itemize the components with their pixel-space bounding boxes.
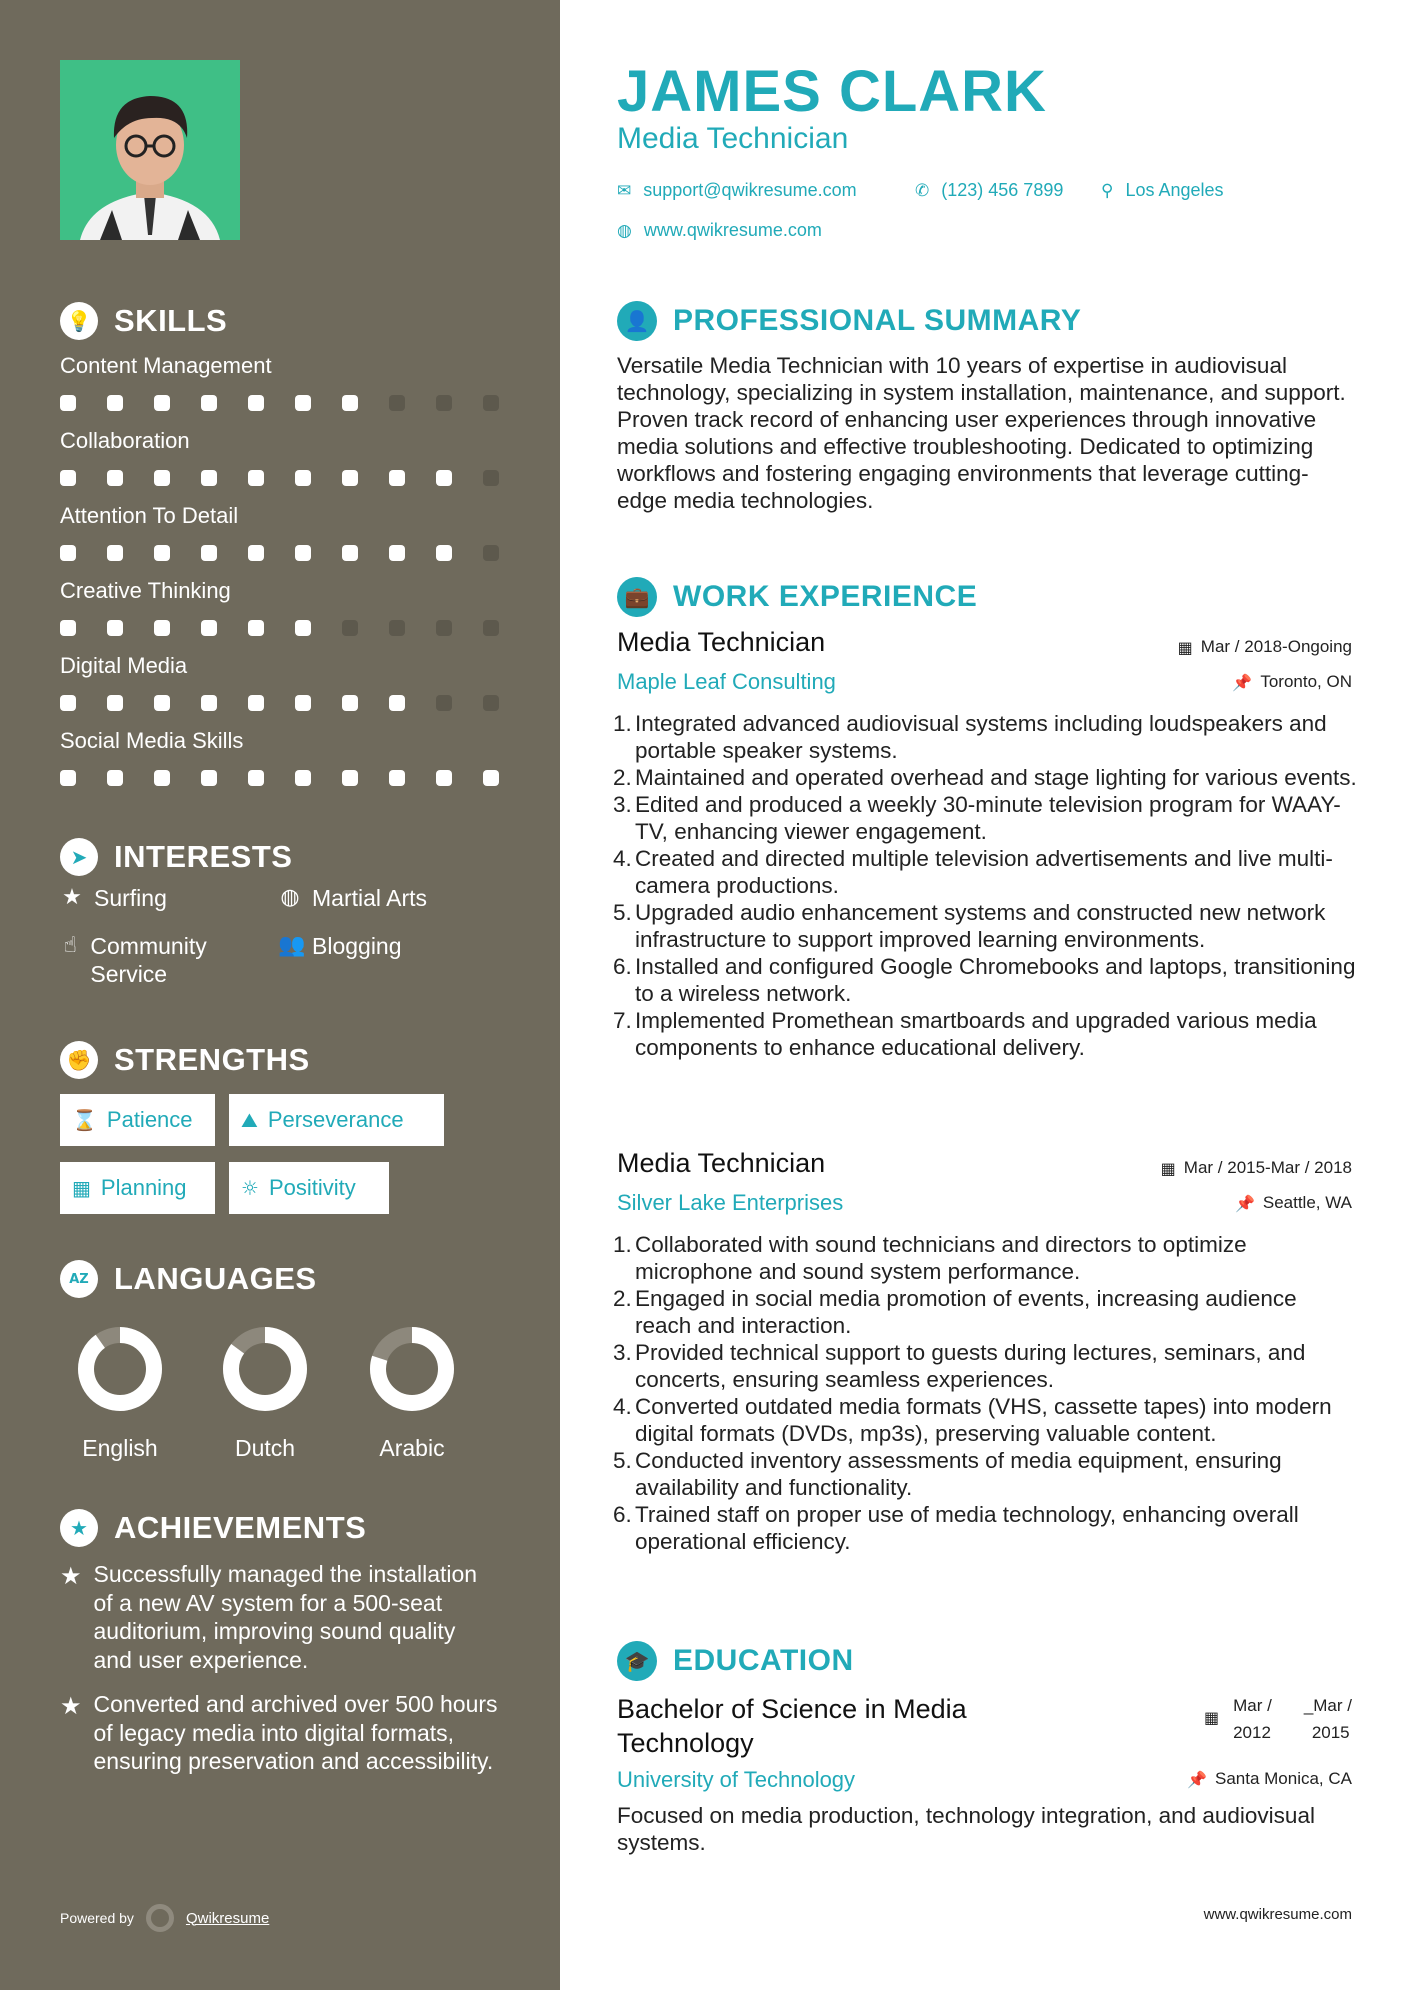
- skill-dot: [60, 620, 76, 636]
- skill-dot: [107, 620, 123, 636]
- language-ring: [222, 1326, 308, 1412]
- skill-dot: [154, 545, 170, 561]
- responsibility-item: 4. Converted outdated media formats (VHS, cassette tapes) into modern digital formats (DVDs, mp3s), preserving valuable content.: [613, 1394, 1332, 1446]
- skill-dot: [342, 695, 358, 711]
- star-icon: ★: [62, 885, 82, 910]
- responsibility-item: 1. Integrated advanced audiovisual systems including loudspeakers and portable speaker systems.: [613, 711, 1327, 763]
- skill-rating: [60, 395, 500, 411]
- road-icon: ⛰: [241, 1108, 258, 1132]
- language-icon: AZ: [60, 1260, 98, 1298]
- pushpin-icon: 📌: [1232, 672, 1253, 692]
- summary-text: Versatile Media Technician with 10 years of expertise in audiovisual technology, specializing in system installation, maintenance, and support. Proven track record of enhancing user experiences through innovative media solutions and effective troubleshooting. Dedicated to optimizing workflows and fostering engaging environments that leverage cutting-edge media technologies.: [617, 353, 1346, 513]
- skill-dot: [389, 770, 405, 786]
- interest-item: ◍ Martial Arts: [278, 884, 427, 912]
- responsibility-item: 1. Collaborated with sound technicians and directors to optimize microphone and sound system performance.: [613, 1232, 1247, 1284]
- skill-dot: [342, 620, 358, 636]
- skill-dot: [295, 770, 311, 786]
- skill-dot: [483, 470, 499, 486]
- skill-dot: [436, 770, 452, 786]
- degree-title: Bachelor of Science in Media Technology: [617, 1694, 967, 1758]
- education-description: Focused on media production, technology integration, and audiovisual systems.: [617, 1803, 1315, 1855]
- skill-name: Collaboration: [60, 428, 190, 453]
- envelope-icon: ✉: [617, 180, 632, 201]
- candidate-name: JAMES CLARK: [617, 59, 1047, 124]
- skill-dot: [389, 470, 405, 486]
- strength-chip: ⛰ Perseverance: [229, 1094, 444, 1146]
- skill-name: Digital Media: [60, 653, 188, 678]
- skill-dot: [154, 620, 170, 636]
- responsibility-item: 5. Conducted inventory assessments of media equipment, ensuring availability and functionality.: [613, 1448, 1282, 1500]
- skill-dot: [201, 770, 217, 786]
- skill-dot: [389, 620, 405, 636]
- job-location: 📌 Seattle, WA: [1234, 1193, 1352, 1213]
- job-title: Media Technician: [617, 1148, 826, 1178]
- strength-chip: ▦ Planning: [60, 1162, 215, 1214]
- education-dates: ▦ Mar / 2012 _Mar / 2015: [1204, 1692, 1352, 1746]
- skill-item: [60, 428, 500, 486]
- skill-dot: [201, 620, 217, 636]
- sun-icon: ☼: [241, 1176, 259, 1200]
- hand-icon: ☝: [63, 933, 77, 958]
- star-badge-icon: ★: [60, 1509, 98, 1547]
- calendar-icon: ▦: [1160, 1158, 1176, 1178]
- skill-dot: [436, 470, 452, 486]
- skill-dot: [201, 695, 217, 711]
- skill-dot: [107, 545, 123, 561]
- responsibility-item: 5. Upgraded audio enhancement systems and constructed new network infrastructure to support improved learning environments.: [613, 900, 1326, 952]
- skill-dot: [436, 395, 452, 411]
- qwikresume-link[interactable]: Qwikresume: [185, 1909, 270, 1927]
- skills-heading: 💡 SKILLS: [60, 302, 227, 340]
- skill-dot: [60, 395, 76, 411]
- user-icon: 👤: [617, 301, 657, 341]
- job-title: Media Technician: [617, 627, 826, 657]
- briefcase-icon: 💼: [617, 577, 657, 617]
- responsibility-item: 2. Engaged in social media promotion of events, increasing audience reach and interaction.: [613, 1286, 1297, 1338]
- sidebar: [0, 0, 560, 1990]
- skill-dot: [389, 395, 405, 411]
- pushpin-icon: 📌: [1187, 1769, 1207, 1789]
- skill-rating: [60, 545, 500, 561]
- skill-dot: [107, 770, 123, 786]
- skill-dot: [60, 470, 76, 486]
- skill-dot: [201, 470, 217, 486]
- skill-dot: [60, 695, 76, 711]
- skill-dot: [483, 695, 499, 711]
- skill-rating: [60, 770, 500, 786]
- skill-dot: [295, 395, 311, 411]
- job-responsibilities: [613, 1231, 1357, 1555]
- map-pin-icon: ⚲: [1101, 180, 1114, 201]
- job-company: Silver Lake Enterprises: [617, 1190, 844, 1215]
- education-heading: 🎓 EDUCATION: [617, 1641, 854, 1681]
- website-contact[interactable]: ◍ www.qwikresume.com: [617, 220, 822, 241]
- skill-dot: [107, 470, 123, 486]
- language-item: Dutch: [205, 1326, 325, 1462]
- skill-dot: [483, 545, 499, 561]
- job-company: Maple Leaf Consulting: [617, 669, 836, 694]
- skill-dot: [436, 545, 452, 561]
- job-dates: ▦ Mar / 2018-Ongoing: [1177, 637, 1352, 657]
- skill-dot: [342, 545, 358, 561]
- languages-heading: AZ LANGUAGES: [60, 1260, 317, 1298]
- interests-heading: ➤ INTERESTS: [60, 838, 292, 876]
- achievement-item: ★ Converted and archived over 500 hours of legacy media into digital formats, ensuring preservation and accessibility.: [60, 1691, 498, 1774]
- candidate-role: Media Technician: [617, 122, 849, 155]
- profile-photo: [60, 60, 240, 240]
- skill-dot: [248, 395, 264, 411]
- skill-dot: [154, 395, 170, 411]
- responsibility-item: 3. Edited and produced a weekly 30-minute television program for WAAY-TV, enhancing viewer engagement.: [613, 792, 1341, 844]
- skill-dot: [295, 545, 311, 561]
- skill-dot: [483, 395, 499, 411]
- achievement-item: ★ Successfully managed the installation of a new AV system for a 500-seat auditorium, improving sound quality and user experience.: [60, 1561, 478, 1673]
- graduate-icon: 🎓: [617, 1641, 657, 1681]
- responsibility-item: 6. Installed and configured Google Chromebooks and laptops, transitioning to a wireless network.: [613, 954, 1356, 1006]
- summary-heading: 👤 PROFESSIONAL SUMMARY: [617, 301, 1081, 341]
- globe-icon: ◍: [617, 220, 632, 241]
- shooting-star-icon: ★: [60, 1692, 82, 1720]
- responsibility-item: 2. Maintained and operated overhead and stage lighting for various events.: [613, 765, 1357, 790]
- language-ring: [77, 1326, 163, 1412]
- calendar-icon: ▦: [1177, 637, 1193, 657]
- skill-dot: [295, 695, 311, 711]
- strengths-heading: ✊ STRENGTHS: [60, 1041, 310, 1079]
- pushpin-icon: 📌: [1234, 1193, 1255, 1213]
- skill-dot: [483, 770, 499, 786]
- skill-dot: [154, 770, 170, 786]
- interest-item: ☝ Community Service: [60, 932, 260, 988]
- skill-dot: [107, 695, 123, 711]
- skill-item: [60, 503, 500, 561]
- skill-dot: [342, 470, 358, 486]
- skill-dot: [154, 695, 170, 711]
- school-name: University of Technology: [617, 1767, 856, 1792]
- main-content: [613, 0, 1357, 1990]
- skill-dot: [389, 545, 405, 561]
- skill-dot: [295, 620, 311, 636]
- powered-by: Powered by Qwikresume: [60, 1904, 269, 1932]
- responsibility-item: 6. Trained staff on proper use of media technology, enhancing overall operational efficiency.: [613, 1502, 1299, 1554]
- skill-dot: [483, 620, 499, 636]
- skill-dot: [201, 395, 217, 411]
- language-item: Arabic: [352, 1326, 472, 1462]
- skill-dot: [342, 770, 358, 786]
- skill-item: [60, 728, 500, 786]
- email-contact[interactable]: ✉ support@qwikresume.com: [617, 180, 857, 201]
- qwikresume-logo-icon: [146, 1904, 174, 1932]
- skill-item: [60, 353, 500, 411]
- skill-item: [60, 578, 500, 636]
- skill-name: Creative Thinking: [60, 578, 231, 603]
- language-item: English: [60, 1326, 180, 1462]
- phone-contact[interactable]: ✆ (123) 456 7899: [915, 180, 1064, 201]
- skill-name: Attention To Detail: [60, 503, 239, 528]
- interest-item: ★ Surfing: [60, 884, 167, 912]
- globe-icon: ◍: [280, 885, 300, 910]
- calendar-icon: ▦: [1203, 1708, 1220, 1727]
- skill-rating: [60, 695, 500, 711]
- calendar-icon: ▦: [72, 1176, 91, 1200]
- phone-icon: ✆: [915, 180, 930, 201]
- skill-dot: [248, 470, 264, 486]
- experience-heading: 💼 WORK EXPERIENCE: [617, 577, 977, 617]
- skill-dot: [248, 770, 264, 786]
- strength-chip: ☼ Positivity: [229, 1162, 389, 1214]
- skill-dot: [248, 620, 264, 636]
- lightbulb-icon: 💡: [60, 302, 98, 340]
- language-ring: [369, 1326, 455, 1412]
- skill-dot: [436, 695, 452, 711]
- skill-rating: [60, 470, 500, 486]
- skill-dot: [154, 470, 170, 486]
- footer-url[interactable]: www.qwikresume.com: [1203, 1906, 1352, 1923]
- education-location: 📌 Santa Monica, CA: [1187, 1769, 1352, 1789]
- interest-item: 👥 Blogging: [278, 933, 402, 959]
- skill-dot: [342, 395, 358, 411]
- skill-dot: [107, 395, 123, 411]
- skill-dot: [436, 620, 452, 636]
- responsibility-item: 4. Created and directed multiple television advertisements and live multi-camera productions.: [613, 846, 1333, 898]
- shooting-star-icon: ★: [60, 1562, 82, 1590]
- skill-dot: [389, 695, 405, 711]
- strength-chip: ⌛ Patience: [60, 1094, 215, 1146]
- users-icon: 👥: [278, 933, 306, 958]
- skill-dot: [295, 470, 311, 486]
- job-responsibilities: [613, 710, 1357, 1061]
- skill-dot: [248, 695, 264, 711]
- job-dates: ▦ Mar / 2015-Mar / 2018: [1160, 1158, 1352, 1178]
- skill-name: Social Media Skills: [60, 728, 244, 753]
- skill-dot: [60, 545, 76, 561]
- achievements-heading: ★ ACHIEVEMENTS: [60, 1509, 366, 1547]
- responsibility-item: 3. Provided technical support to guests during lectures, seminars, and concerts, ensuring seamless experiences.: [613, 1340, 1306, 1392]
- job-location: 📌 Toronto, ON: [1232, 672, 1352, 692]
- skill-item: [60, 653, 500, 711]
- skill-name: Content Management: [60, 353, 272, 378]
- skill-dot: [201, 545, 217, 561]
- responsibility-item: 7. Implemented Promethean smartboards and upgraded various media components to enhance educational delivery.: [613, 1008, 1317, 1060]
- paper-plane-icon: ➤: [60, 838, 98, 876]
- fist-icon: ✊: [60, 1041, 98, 1079]
- skill-rating: [60, 620, 500, 636]
- skill-dot: [248, 545, 264, 561]
- skill-dot: [60, 770, 76, 786]
- location-contact: ⚲ Los Angeles: [1101, 180, 1224, 201]
- hourglass-icon: ⌛: [72, 1108, 97, 1132]
